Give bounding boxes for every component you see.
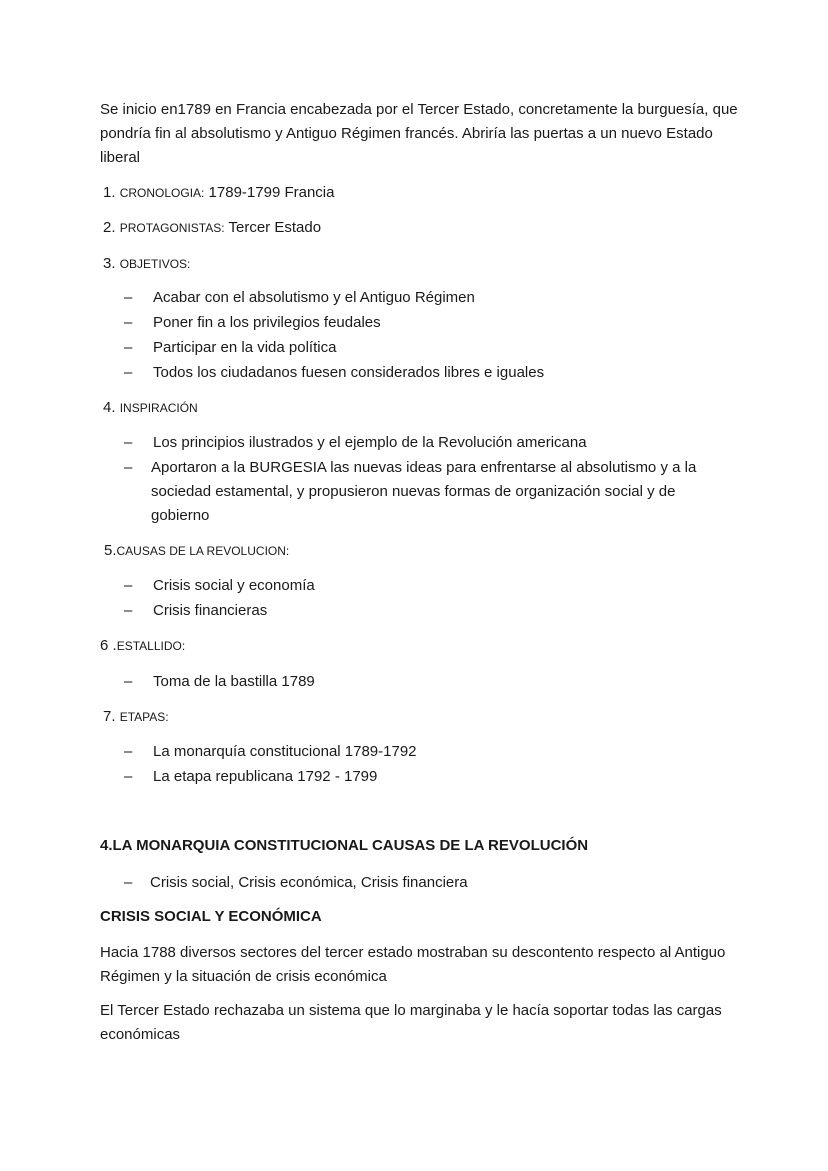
list-item xyxy=(124,740,734,764)
list-item xyxy=(124,599,734,623)
item-label: CAUSAS DE LA REVOLUCION: xyxy=(116,544,290,558)
dash-bullet: – xyxy=(124,577,133,594)
section-title-monarquia: 4.LA MONARQUIA CONSTITUCIONAL CAUSAS DE LA REVOLUCIÓN xyxy=(100,837,589,854)
bullet-text: La etapa republicana 1792 - 1799 xyxy=(153,768,378,785)
item-number: 2. xyxy=(103,219,116,236)
bullet-text: Los principios ilustrados y el ejemplo de la Revolución americana xyxy=(153,434,587,451)
dash-bullet: – xyxy=(124,314,133,331)
item-cronologia xyxy=(103,183,334,203)
dash-bullet: – xyxy=(124,602,133,619)
paragraph: El Tercer Estado rechazaba un sistema que lo marginaba y le hacía soportar todas las cargas económicas xyxy=(100,1002,722,1043)
bullet-text: Crisis social, Crisis económica, Crisis financiera xyxy=(150,874,468,891)
item-objetivos xyxy=(103,254,190,274)
intro-paragraph: Se inicio en1789 en Francia encabezada por el Tercer Estado, concretamente la burguesía, que pondría fin al absolutismo y Antiguo Régimen francés. Abriría las puertas a un nuevo Estado liberal xyxy=(100,101,738,166)
bullet-text: Todos los ciudadanos fuesen considerados libres e iguales xyxy=(153,364,545,381)
list-item xyxy=(124,456,724,528)
item-number: 6 . xyxy=(100,637,117,654)
list-item xyxy=(124,670,734,694)
dash-bullet: – xyxy=(124,874,133,891)
list-item xyxy=(124,871,734,895)
item-value: 1789-1799 Francia xyxy=(208,184,335,201)
list-item xyxy=(124,574,734,598)
item-number: 3. xyxy=(103,255,116,272)
item-label: OBJETIVOS xyxy=(119,257,188,271)
list-item xyxy=(124,431,734,455)
item-protagonistas xyxy=(103,218,321,238)
item-label: INSPIRACIÓN xyxy=(119,401,198,415)
bullet-text: Crisis social y economía xyxy=(153,577,315,594)
bullet-text: Crisis financieras xyxy=(153,602,268,619)
item-label: ESTALLIDO: xyxy=(116,639,186,653)
dash-bullet: – xyxy=(124,743,133,760)
list-item xyxy=(124,286,734,310)
item-label: PROTAGONISTAS: xyxy=(119,221,225,235)
item-number: 5. xyxy=(104,542,117,559)
dash-bullet: – xyxy=(124,768,133,785)
list-item xyxy=(124,765,734,789)
item-value: : xyxy=(187,257,191,271)
dash-bullet: – xyxy=(124,434,133,451)
dash-bullet: – xyxy=(124,459,133,476)
item-causas xyxy=(104,541,289,561)
bullet-text: Toma de la bastilla 1789 xyxy=(153,673,315,690)
item-value: Tercer Estado xyxy=(228,219,322,236)
dash-bullet: – xyxy=(124,339,133,356)
bullet-text: Acabar con el absolutismo y el Antiguo Régimen xyxy=(153,289,475,306)
dash-bullet: – xyxy=(124,364,133,381)
section-title-crisis: CRISIS SOCIAL Y ECONÓMICA xyxy=(100,908,322,925)
list-item xyxy=(124,311,734,335)
item-number: 4. xyxy=(103,399,116,416)
list-item xyxy=(124,361,734,385)
item-etapas xyxy=(103,707,169,727)
item-number: 1. xyxy=(103,184,116,201)
bullet-text: La monarquía constitucional 1789-1792 xyxy=(153,743,417,760)
bullet-text: Aportaron a la BURGESIA las nuevas ideas para enfrentarse al absolutismo y a la sociedad estamental, y propusieron nuevas formas de organización social y de gobierno xyxy=(151,459,697,524)
list-item xyxy=(124,336,734,360)
paragraph: Hacia 1788 diversos sectores del tercer estado mostraban su descontento respecto al Antiguo Régimen y la situación de crisis económica xyxy=(100,944,726,985)
dash-bullet: – xyxy=(124,673,133,690)
item-label: ETAPAS: xyxy=(119,710,169,724)
bullet-text: Participar en la vida política xyxy=(153,339,337,356)
dash-bullet: – xyxy=(124,289,133,306)
item-label: CRONOLOGIA: xyxy=(119,186,205,200)
bullet-text: Poner fin a los privilegios feudales xyxy=(153,314,381,331)
item-estallido xyxy=(100,636,185,656)
item-number: 7. xyxy=(103,708,116,725)
item-inspiracion xyxy=(103,398,198,418)
